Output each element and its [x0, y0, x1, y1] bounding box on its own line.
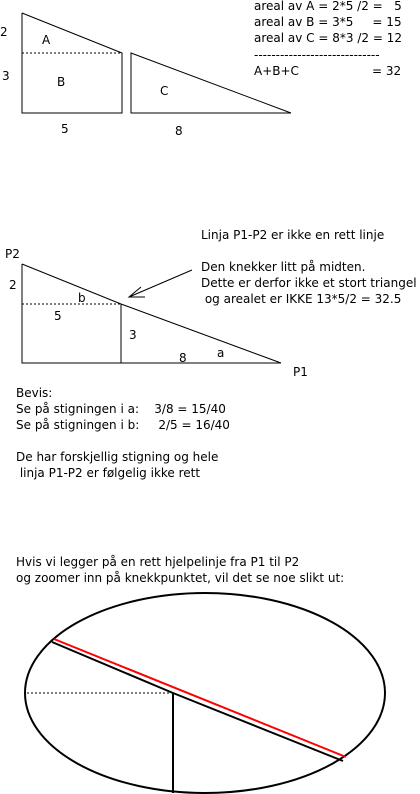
figure1 — [0, 0, 402, 138]
point-p2: P2 — [5, 247, 20, 261]
segment-label-3: 3 — [129, 328, 137, 342]
base-label-5: 5 — [61, 122, 69, 136]
figure2 — [5, 228, 417, 379]
zoom-section — [16, 555, 385, 793]
label-c: C — [160, 84, 169, 98]
side-label-2: 2 — [0, 25, 8, 39]
segment-label-b: b — [78, 291, 86, 305]
sum-separator: ----------------------------- — [254, 48, 380, 62]
zoom-text-1: Hvis vi legger på en rett hjelpelinje fra P1 til P2 — [16, 555, 300, 569]
callout-line-2: Dette er derfor ikke et stort triangel — [201, 276, 417, 290]
proof-line-2: Se på stigningen i a: 3/8 = 15/40 — [16, 402, 226, 416]
zoom-bent-line — [52, 642, 343, 761]
figure2-heading: Linja P1-P2 er ikke en rett linje — [201, 228, 385, 242]
area-line-a: areal av A = 2*5 /2 = 5 — [254, 0, 402, 13]
proof-line-5: De har forskjellig stigning og hele — [16, 450, 219, 464]
segment-label-a: a — [217, 346, 225, 360]
area-line-b: areal av B = 3*5 = 15 — [254, 15, 402, 29]
segment-label-8: 8 — [179, 351, 187, 365]
proof-line-3: Se på stigningen i b: 2/5 = 16/40 — [16, 418, 230, 432]
label-b: B — [57, 75, 66, 89]
callout-line-3: og arealet er IKKE 13*5/2 = 32.5 — [201, 292, 402, 306]
point-p1: P1 — [293, 365, 308, 379]
area-line-c: areal av C = 8*3 /2 = 12 — [254, 31, 402, 45]
callout-arrow — [129, 270, 192, 297]
zoom-helper-line — [54, 639, 346, 757]
total-value: = 32 — [372, 64, 402, 78]
segment-label-5: 5 — [54, 309, 62, 323]
proof-line-1: Bevis: — [16, 386, 53, 400]
shape-ab-outline — [22, 13, 122, 113]
base-label-8: 8 — [175, 124, 183, 138]
callout-line-1: Den knekker litt på midten. — [201, 260, 366, 274]
proof-block — [16, 386, 230, 480]
proof-line-6: linja P1-P2 er følgelig ikke rett — [16, 466, 201, 480]
zoom-text-2: og zoomer inn på knekkpunktet, vil det se noe slikt ut: — [16, 571, 345, 585]
side-label-2: 2 — [9, 278, 17, 292]
triangle-c — [131, 53, 291, 113]
label-a: A — [42, 33, 51, 47]
side-label-3: 3 — [2, 69, 10, 83]
total-label: A+B+C — [254, 64, 299, 78]
